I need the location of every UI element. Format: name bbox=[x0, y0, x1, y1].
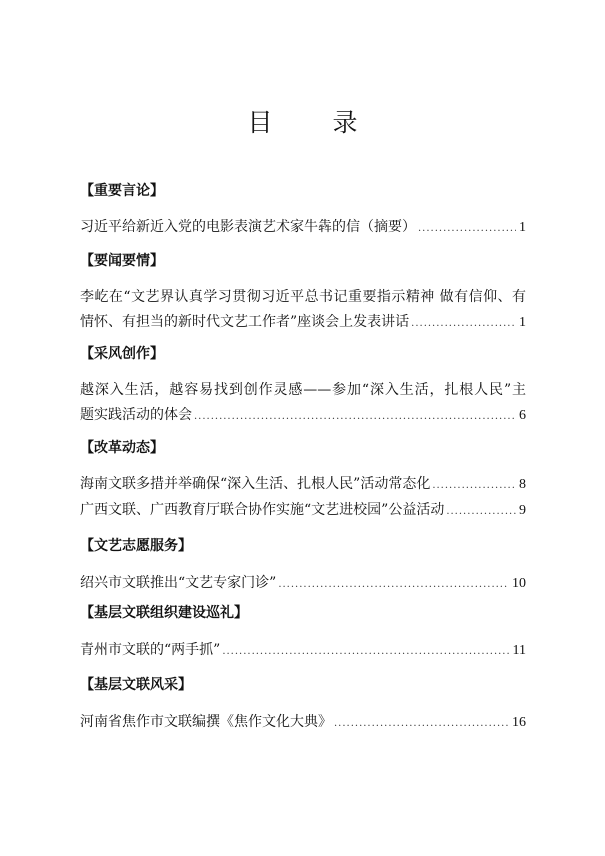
entry-page-number: 10 bbox=[512, 576, 526, 591]
entry-title: 广西文联、广西教育厅联合协作实施“文艺进校园”公益活动 bbox=[80, 502, 445, 518]
entry-title: 习近平给新近入党的电影表演艺术家牛犇的信（摘要） bbox=[80, 219, 416, 235]
toc-section-reform bbox=[80, 437, 530, 521]
dot-leader bbox=[194, 406, 516, 428]
dot-leader bbox=[278, 574, 509, 596]
section-heading: 【重要言论】 bbox=[80, 183, 164, 199]
entry-title-line2: 情怀、有担当的新时代文艺工作者”座谈会上发表讲话 bbox=[80, 314, 410, 330]
dot-leader bbox=[418, 218, 516, 240]
toc-entry[interactable] bbox=[80, 216, 526, 238]
entry-page-number: 1 bbox=[519, 220, 526, 235]
toc-entry[interactable] bbox=[80, 499, 526, 521]
section-heading: 【要闻要情】 bbox=[80, 253, 164, 269]
entry-page-number: 6 bbox=[519, 408, 526, 423]
dot-leader bbox=[222, 641, 509, 663]
entry-page-number: 11 bbox=[512, 643, 526, 658]
page-title: 目 录 bbox=[247, 108, 384, 137]
entry-page-number: 1 bbox=[519, 315, 526, 330]
toc-entry[interactable] bbox=[80, 639, 526, 661]
entry-title-line2: 题实践活动的体会 bbox=[80, 407, 192, 423]
toc-section-creation bbox=[80, 343, 530, 426]
section-heading: 【采风创作】 bbox=[80, 346, 164, 362]
section-heading: 【文艺志愿服务】 bbox=[80, 538, 192, 554]
entry-title: 河南省焦作市文联编撰《焦作文化大典》 bbox=[80, 714, 332, 730]
entry-page-number: 16 bbox=[512, 715, 526, 730]
toc-entry[interactable] bbox=[80, 473, 526, 495]
dot-leader bbox=[334, 713, 509, 735]
dot-leader bbox=[446, 501, 516, 523]
entry-page-number: 8 bbox=[519, 477, 526, 492]
toc-entry[interactable] bbox=[80, 286, 526, 333]
toc-section-grassroots-org bbox=[80, 602, 530, 661]
toc-entry[interactable] bbox=[80, 379, 526, 426]
toc-section-volunteer bbox=[80, 535, 530, 594]
toc-section-news bbox=[80, 250, 530, 333]
entry-title: 青州市文联的“两手抓” bbox=[80, 642, 221, 658]
entry-page-number: 9 bbox=[519, 503, 526, 518]
section-heading: 【基层文联组织建设巡礼】 bbox=[80, 605, 248, 621]
dot-leader bbox=[411, 313, 516, 335]
entry-title: 海南文联多措并举确保“深入生活、扎根人民”活动常态化 bbox=[80, 476, 431, 492]
toc-entry[interactable] bbox=[80, 572, 526, 594]
toc-entry[interactable] bbox=[80, 711, 526, 733]
dot-leader bbox=[432, 475, 516, 497]
entry-title-line1: 越深入生活，越容易找到创作灵感——参加“深入生活，扎根人民”主 bbox=[80, 382, 526, 398]
entry-title-line1: 李屹在“文艺界认真学习贯彻习近平总书记重要指示精神 做有信仰、有 bbox=[80, 289, 526, 305]
section-heading: 【基层文联风采】 bbox=[80, 677, 192, 693]
section-heading: 【改革动态】 bbox=[80, 440, 164, 456]
toc-section-important-speeches bbox=[80, 180, 530, 238]
entry-title: 绍兴市文联推出“文艺专家门诊” bbox=[80, 575, 277, 591]
toc-section-grassroots-style bbox=[80, 674, 530, 733]
